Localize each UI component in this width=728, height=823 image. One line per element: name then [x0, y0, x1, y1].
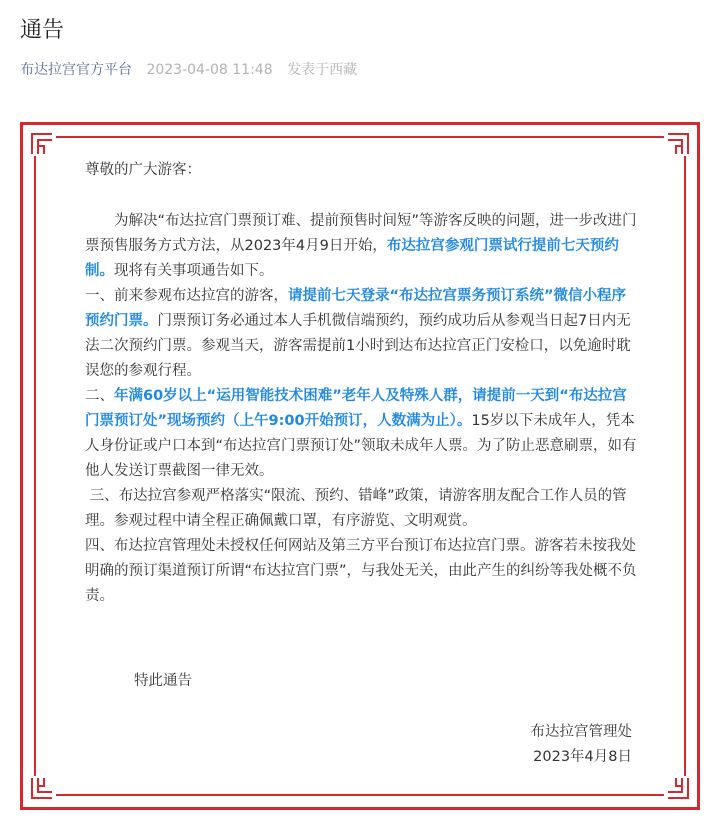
publish-time: 2023-04-08 11:48 [146, 62, 273, 78]
signature-date: 2023年4月8日 [533, 749, 632, 765]
highlight-reservation-policy: 布达拉宫参观门票试行提前七天预约制。 [85, 238, 619, 279]
frame-inner-line-top [56, 136, 664, 138]
account-name-link[interactable]: 布达拉宫官方平台 [20, 62, 132, 78]
frame-inner-line-right [684, 156, 686, 776]
notice-closing: 特此通告 [134, 673, 192, 689]
article-meta [20, 60, 357, 80]
notice-paragraph-item-2: 二、年满60岁以上“运用智能技术困难”老年人及特殊人群，请提前一天到“布达拉宫门票预订处”现场预约（上午9:00开始预订，人数满为止）。15岁以下未成年人，凭本人身份证或户口本到“布达拉宫门票预订处”领取未成年人票。为了防止恶意刷票，如有他人发送订票截图一律无效。 [85, 388, 637, 479]
publish-location: 发表于西藏 [287, 62, 358, 78]
notice-paragraph-item-4: 四、布达拉宫管理处未授权任何网站及第三方平台预订布达拉宫门票。游客若未按我处明确的预订渠道预订所谓“布达拉宫门票”，与我处无关，由此产生的纠纷等我处概不负责。 [85, 538, 637, 604]
frame-inner-line-left [34, 156, 36, 776]
frame-corner-ornament-bottom-left [30, 776, 54, 800]
notice-body [85, 209, 637, 609]
notice-paragraph-item-3: 三、布达拉宫参观严格落实“限流、预约、错峰”政策，请游客朋友配合工作人员的管理。参观过程中请全程正确佩戴口罩，有序游览、文明观赏。 [85, 488, 627, 529]
highlight-booking-system: 请提前七天登录“布达拉宫票务预订系统”微信小程序预约门票。 [85, 288, 627, 329]
notice-paragraph-item-1: 一、前来参观布达拉宫的游客，请提前七天登录“布达拉宫票务预订系统”微信小程序预约门票。门票预订务必通过本人手机微信端预约，预约成功后从参观当日起7日内无法二次预约门票。参观当天，游客需提前1小时到达布达拉宫正门安检口，以免逾时耽误您的参观行程。 [85, 288, 631, 379]
signature-organization: 布达拉宫管理处 [530, 724, 632, 740]
frame-corner-ornament-bottom-right [666, 776, 690, 800]
frame-inner-line-bottom [56, 794, 664, 796]
highlight-elderly-booking: 年满60岁以上“运用智能技术困难”老年人及特殊人群，请提前一天到“布达拉宫门票预订处”现场预约（上午9:00开始预订，人数满为止）。 [85, 388, 627, 429]
notice-paragraph-intro: 为解决“布达拉宫门票预订难、提前预售时间短”等游客反映的问题，进一步改进门票预售服务方式方法，从2023年4月9日开始，布达拉宫参观门票试行提前七天预约制。现将有关事项通告如下。 [85, 213, 637, 279]
frame-corner-ornament-top-left [30, 132, 54, 156]
article-title: 通告 [20, 18, 65, 43]
frame-corner-ornament-top-right [666, 132, 690, 156]
notice-greeting: 尊敬的广大游客： [85, 162, 201, 178]
